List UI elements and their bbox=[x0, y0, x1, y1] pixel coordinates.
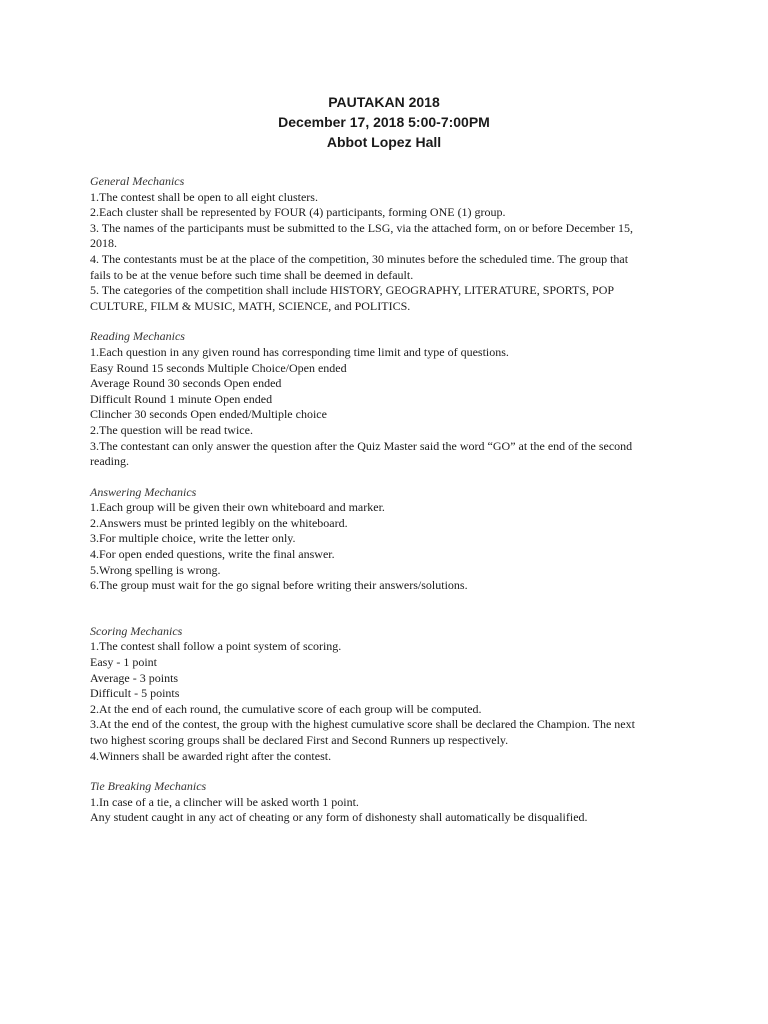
section-title-reading: Reading Mechanics bbox=[90, 329, 185, 344]
list-item: 4. The contestants must be at the place of the competition, 30 minutes before the scheduled time. The group that fails to be at the venue before such time shall be deemed in default. bbox=[90, 251, 629, 282]
list-item: 2.At the end of each round, the cumulative score of each group will be computed. bbox=[90, 701, 482, 716]
list-item: 1.Each question in any given round has corresponding time limit and type of questions. bbox=[90, 344, 509, 359]
list-item: 3.The contestant can only answer the question after the Quiz Master said the word “GO” at the end of the second reading. bbox=[90, 438, 633, 469]
document-header bbox=[90, 92, 678, 152]
tie-breaking-mechanics-section bbox=[90, 779, 650, 826]
list-item: 3.At the end of the contest, the group with the highest cumulative score shall be declared the Champion. The next two highest scoring groups shall be declared First and Second Runners up respectively. bbox=[90, 717, 635, 747]
section-title-general: General Mechanics bbox=[90, 174, 185, 188]
list-item: 2.Each cluster shall be represented by FOUR (4) participants, forming ONE (1) group. bbox=[90, 205, 506, 220]
event-venue: Abbot Lopez Hall bbox=[326, 134, 442, 150]
list-item: 1.Each group will be given their own whiteboard and marker. bbox=[90, 500, 385, 515]
list-item: Average Round 30 seconds Open ended bbox=[90, 376, 282, 391]
list-item: Average - 3 points bbox=[90, 670, 179, 685]
list-item: 1.In case of a tie, a clincher will be asked worth 1 point. bbox=[90, 794, 359, 809]
list-item: 4.Winners shall be awarded right after the contest. bbox=[90, 748, 332, 763]
list-item: 6.The group must wait for the go signal before writing their answers/solutions. bbox=[90, 578, 468, 593]
list-item: 1.The contest shall be open to all eight clusters. bbox=[90, 189, 318, 204]
list-item: Difficult - 5 points bbox=[90, 686, 180, 701]
list-item: 2.The question will be read twice. bbox=[90, 422, 253, 437]
scoring-mechanics-section bbox=[90, 624, 650, 764]
list-item: 1.The contest shall follow a point system of scoring. bbox=[90, 639, 342, 654]
section-title-scoring: Scoring Mechanics bbox=[90, 623, 183, 638]
event-date: December 17, 2018 5:00-7:00PM bbox=[278, 114, 490, 130]
list-item: Difficult Round 1 minute Open ended bbox=[90, 391, 273, 406]
general-mechanics-section bbox=[90, 174, 650, 314]
section-title-answering: Answering Mechanics bbox=[90, 484, 197, 499]
list-item: Easy - 1 point bbox=[90, 655, 157, 670]
list-item: Clincher 30 seconds Open ended/Multiple choice bbox=[90, 407, 327, 422]
list-item: 3.For multiple choice, write the letter only. bbox=[90, 531, 296, 546]
section-title-tie-breaking: Tie Breaking Mechanics bbox=[90, 779, 207, 794]
list-item: 2.Answers must be printed legibly on the whiteboard. bbox=[90, 515, 348, 530]
list-item: Any student caught in any act of cheating or any form of dishonesty shall automatically be disqualified. bbox=[90, 810, 588, 825]
list-item: Easy Round 15 seconds Multiple Choice/Open ended bbox=[90, 360, 347, 375]
answering-mechanics-section bbox=[90, 485, 650, 594]
list-item: 3. The names of the participants must be submitted to the LSG, via the attached form, on or before December 15, 2018. bbox=[90, 220, 633, 251]
list-item: 4.For open ended questions, write the final answer. bbox=[90, 547, 335, 562]
document-page bbox=[90, 92, 650, 826]
list-item: 5.Wrong spelling is wrong. bbox=[90, 562, 221, 577]
reading-mechanics-section bbox=[90, 329, 650, 469]
document-title: PAUTAKAN 2018 bbox=[328, 94, 440, 110]
list-item: 5. The categories of the competition shall include HISTORY, GEOGRAPHY, LITERATURE, SPORTS, POP CULTURE, FILM & MUSIC, MATH, SCIENCE, and POLITICS. bbox=[90, 283, 614, 313]
